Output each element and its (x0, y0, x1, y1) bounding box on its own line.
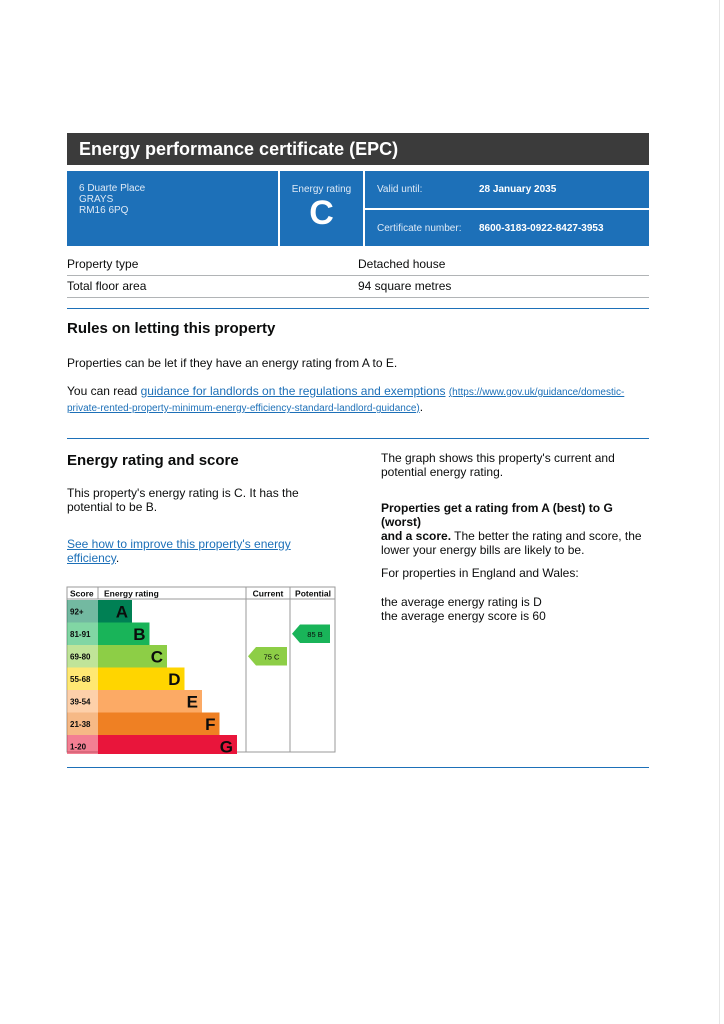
band-letter: D (168, 669, 181, 689)
average-score: the average energy score is 60 (381, 609, 546, 623)
letting-text: You can read (67, 384, 141, 398)
page-title: Energy performance certificate (EPC) (67, 133, 649, 165)
property-type-row (67, 254, 649, 276)
letting-text: . (419, 400, 424, 414)
improve-suffix: . (115, 551, 120, 565)
band-letter: B (133, 624, 146, 644)
graph-text: The graph shows this property's current and (381, 451, 615, 465)
address-line: RM16 6PQ (79, 205, 129, 216)
chart-header-current: Current (252, 588, 284, 599)
floor-area-row (67, 276, 649, 298)
rating-explanation-bold: Properties get a rating from A (best) to G (worst) (381, 501, 613, 529)
certificate-number-value: 8600-3183-0922-8427-3953 (479, 223, 604, 234)
chart-header-potential: Potential (295, 588, 331, 599)
current-rating-marker-label: 75 C (263, 652, 280, 662)
band-score-label: 81-91 (70, 629, 91, 639)
band-score-label: 39-54 (70, 697, 91, 707)
letting-heading: Rules on letting this property (67, 320, 276, 337)
potential-rating-marker-label: 85 B (307, 629, 323, 639)
rating-explanation (381, 501, 656, 557)
band-letter: F (205, 714, 216, 734)
epc-rating-chart (66, 586, 338, 754)
average-rating-info (381, 595, 651, 623)
band-score-label: 92+ (70, 607, 84, 617)
rating-text: potential to be B. (67, 500, 158, 514)
valid-until-row (365, 171, 649, 208)
landlord-guidance-url[interactable]: private-rented-property-minimum-energy-efficiency-standard-landlord-guidance) (67, 403, 420, 414)
average-rating: the average energy rating is D (381, 595, 542, 609)
improve-paragraph (67, 537, 357, 565)
energy-rating-letter: C (309, 194, 334, 232)
section-divider (67, 308, 649, 309)
valid-until-label: Valid until: (377, 184, 423, 195)
band-letter: A (115, 602, 128, 622)
section-divider (67, 767, 649, 768)
band-score-label: 1-20 (70, 742, 87, 752)
certificate-number-label: Certificate number: (377, 223, 462, 234)
rating-text: This property's energy rating is C. It has the (67, 486, 299, 500)
property-type-label: Property type (67, 257, 139, 271)
graph-text: potential energy rating. (381, 465, 504, 479)
rating-heading: Energy rating and score (67, 452, 239, 469)
rating-paragraph (67, 486, 357, 514)
chart-header-score: Score (70, 588, 94, 599)
letting-paragraph-1: Properties can be let if they have an energy rating from A to E. (67, 356, 398, 370)
landlord-guidance-url[interactable]: (https://www.gov.uk/guidance/domestic- (448, 387, 625, 398)
improve-efficiency-link[interactable]: See how to improve this property's energy (67, 537, 291, 551)
rating-explanation-text: lower your energy bills are likely to be. (381, 543, 585, 557)
page-edge (719, 0, 720, 1024)
band-score-label: 21-38 (70, 719, 91, 729)
valid-until-value: 28 January 2035 (479, 184, 557, 195)
band-letter: E (186, 692, 198, 712)
region-note: For properties in England and Wales: (381, 566, 579, 580)
property-type-value: Detached house (358, 257, 446, 271)
chart-header-rating: Energy rating (104, 588, 159, 599)
band-letter: C (150, 647, 163, 667)
certificate-number-row (365, 210, 649, 246)
band-bar-f (98, 713, 220, 736)
floor-area-value: 94 square metres (358, 279, 452, 293)
graph-description (381, 451, 651, 479)
floor-area-label: Total floor area (67, 279, 147, 293)
band-bar-g (98, 735, 237, 754)
landlord-guidance-link[interactable]: guidance for landlords on the regulations and exemptions (140, 384, 446, 398)
rating-explanation-text: The better the rating and score, the (451, 529, 642, 543)
address-block (67, 171, 278, 246)
energy-rating-box (280, 171, 363, 246)
address-line: 6 Duarte Place (79, 183, 146, 194)
letting-paragraph-2 (67, 384, 649, 416)
band-letter: G (219, 737, 233, 754)
rating-explanation-bold: and a score. (381, 529, 452, 543)
section-divider (67, 438, 649, 439)
address-line: GRAYS (79, 194, 114, 205)
improve-efficiency-link[interactable]: efficiency (67, 551, 116, 565)
band-score-label: 69-80 (70, 652, 91, 662)
band-score-label: 55-68 (70, 674, 91, 684)
energy-rating-label: Energy rating (291, 184, 352, 195)
